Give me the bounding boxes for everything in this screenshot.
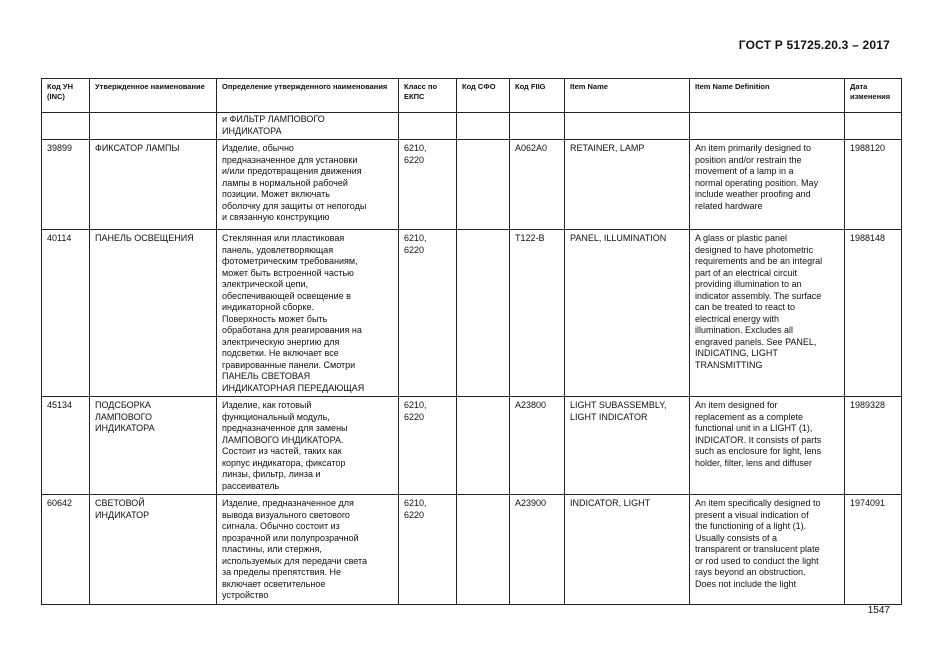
ekps-cell: 6210, 6220 [399,397,457,495]
table-row [42,140,902,230]
item-definition-cell: An item designed for replacement as a complete functional unit in a LIGHT (1), INDICATOR. It consists of parts such as enclosure for light, lens holder, filter, lens and diffuser [690,397,845,495]
table-row [42,397,902,495]
definition-ru-cell: Стеклянная или пластиковая панель, удовлетворяющая фотометрическим требованиям, может быть встроенной частью электрической цепи, обеспечивающей освещение в индикаторной сборке. Поверхность может быть обработана для реагирования на электрическую энергию для подсветки. Не включает все гравированные панели. Смотри ПАНЕЛЬ СВЕТОВАЯ ИНДИКАТОРНАЯ ПЕРЕДАЮЩАЯ [217,230,399,397]
item-name-cell: PANEL, ILLUMINATION [565,230,690,397]
inc-cell: 45134 [42,397,90,495]
date-cell: 1988148 [845,230,902,397]
ekps-cell: 6210, 6220 [399,140,457,230]
item-name-cell: LIGHT SUBASSEMBLY, LIGHT INDICATOR [565,397,690,495]
item-definition-cell: A glass or plastic panel designed to have photometric requirements and be an integral part of an electrical circuit providing illumination to an indicator assembly. The surface can be treated to react to electrical energy with illumination. Excludes all engraved panels. See PANEL, INDICATING, LIGHT TRANSMITTING [690,230,845,397]
sfo-cell [457,495,510,605]
col-header-item-name: Item Name [565,79,690,113]
sfo-cell [457,230,510,397]
inc-cell: 60642 [42,495,90,605]
date-cell: 1974091 [845,495,902,605]
item-definition-cell: An item primarily designed to position and/or restrain the movement of a lamp in a normal operating position. May include weather proofing and related hardware [690,140,845,230]
col-header-item-name-definition: Item Name Definition [690,79,845,113]
inc-cell: 39899 [42,140,90,230]
fiig-cell: A23800 [510,397,565,495]
col-header-inc: Код УН (INC) [42,79,90,113]
page-number: 1547 [867,605,890,616]
item-definition-cell: An item specifically designed to present a visual indication of the functioning of a light (1). Usually consists of a transparent or translucent plate or rod used to conduct the light rays beyond an obstruction. Does not include the light [690,495,845,605]
date-cell: 1988120 [845,140,902,230]
item-name-cell: INDICATOR, LIGHT [565,495,690,605]
ekps-cell: 6210, 6220 [399,495,457,605]
table-row [42,495,902,605]
col-header-sfo: Код СФО [457,79,510,113]
ekps-cell: 6210, 6220 [399,230,457,397]
name-ru-cell: ПАНЕЛЬ ОСВЕЩЕНИЯ [90,230,217,397]
name-ru-cell: ПОДСБОРКА ЛАМПОВОГО ИНДИКАТОРА [90,397,217,495]
definition-ru-cell: Изделие, предназначенное для вывода визуального светового сигнала. Обычно состоит из прозрачной или полупрозрачной пластины, или стержня, используемых для передачи света за пределы препятствия. Не включает осветительное устройство [217,495,399,605]
col-header-name-ru: Утвержденное наименование [90,79,217,113]
fiig-cell: A062A0 [510,140,565,230]
definition-ru-cell: Изделие, обычно предназначенное для установки и/или предотвращения движения лампы в нормальной рабочей позиции. Может включать оболочку для защиты от непогоды и связанную конструкцию [217,140,399,230]
col-header-fiig: Код FIIG [510,79,565,113]
table-row [42,230,902,397]
inc-cell: 40114 [42,230,90,397]
header-row [42,79,902,113]
continuation-text: и ФИЛЬТР ЛАМПОВОГО ИНДИКАТОРА [217,113,399,140]
col-header-definition-ru: Определение утвержденного наименования [217,79,399,113]
sfo-cell [457,140,510,230]
name-ru-cell: СВЕТОВОЙ ИНДИКАТОР [90,495,217,605]
date-cell: 1989328 [845,397,902,495]
item-name-cell: RETAINER, LAMP [565,140,690,230]
fiig-cell: T122-B [510,230,565,397]
standard-designation: ГОСТ Р 51725.20.3 – 2017 [738,38,890,52]
col-header-ekps: Класс по ЕКПС [399,79,457,113]
items-table [41,78,902,605]
sfo-cell [457,397,510,495]
definition-ru-cell: Изделие, как готовый функциональный модуль, предназначенное для замены ЛАМПОВОГО ИНДИКАТОРА. Состоит из частей, таких как корпус индикатора, фиксатор линзы, фильтр, линза и рассеиватель [217,397,399,495]
continuation-row [42,113,902,140]
col-header-change-date: Дата изменения [845,79,902,113]
name-ru-cell: ФИКСАТОР ЛАМПЫ [90,140,217,230]
fiig-cell: A23900 [510,495,565,605]
